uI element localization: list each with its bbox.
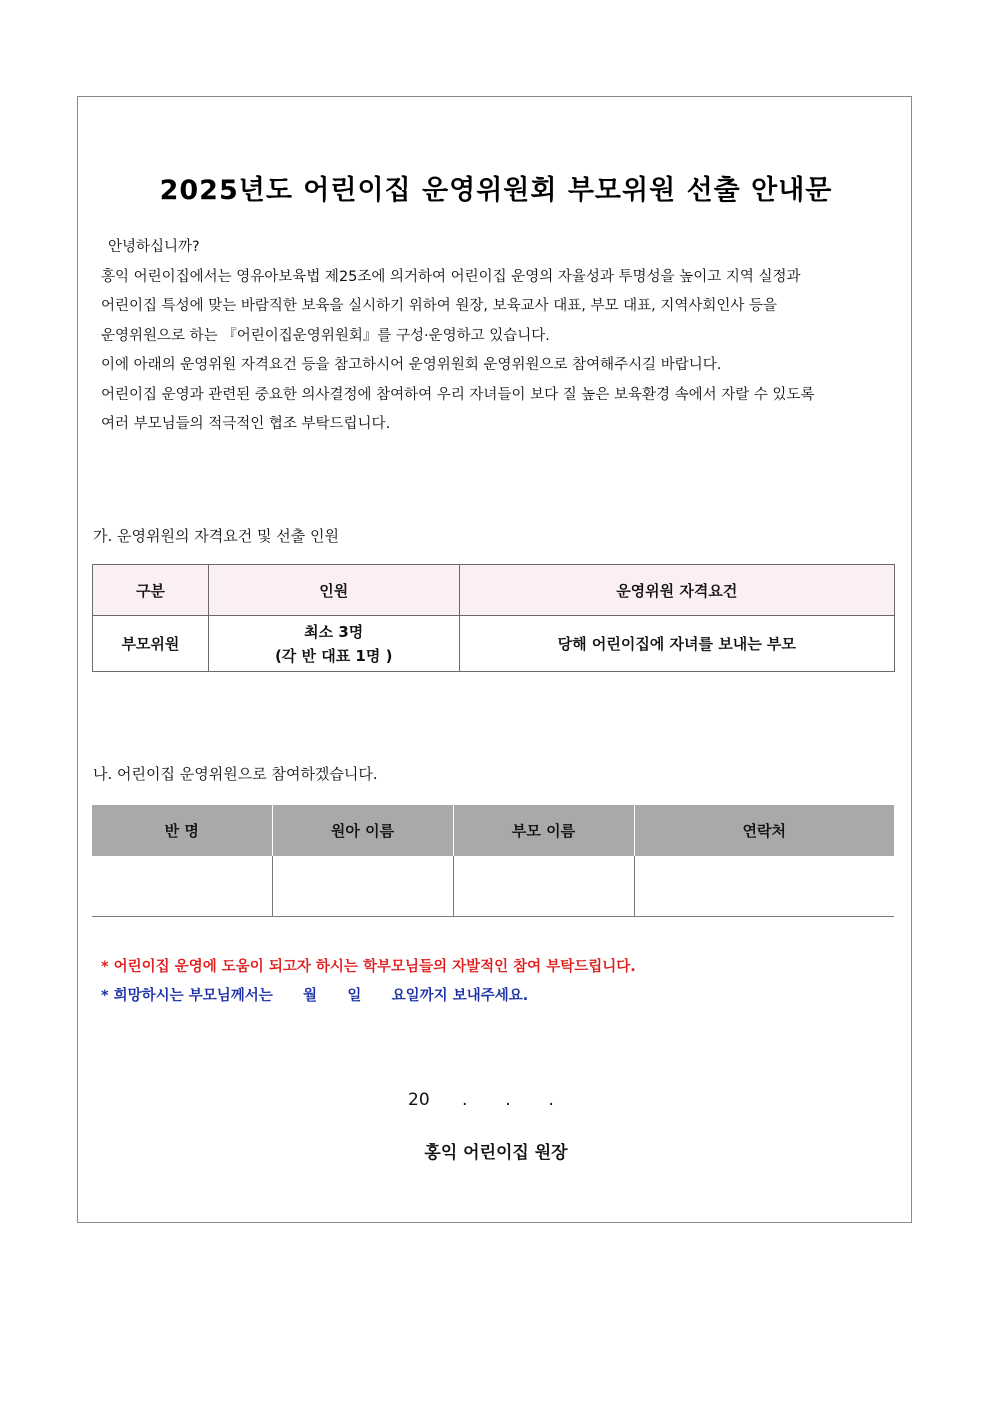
intro-paragraph xyxy=(101,233,901,440)
header-class-name: 반 명 xyxy=(92,805,272,856)
cell-category: 부모위원 xyxy=(93,616,209,672)
table-row xyxy=(93,616,895,672)
section-a-heading: 가. 운영위원의 자격요건 및 선출 인원 xyxy=(93,527,339,545)
input-cell-child-name[interactable] xyxy=(272,856,453,917)
table-header-row xyxy=(92,805,894,856)
application-table xyxy=(92,805,894,917)
date-line: 20 . . . xyxy=(408,1090,554,1110)
cell-count xyxy=(208,616,459,672)
section-b-heading: 나. 어린이집 운영위원으로 참여하겠습니다. xyxy=(93,765,378,783)
note-deadline: * 희망하시는 부모님께서는 월 일 요일까지 보내주세요. xyxy=(101,988,529,1004)
table-header-row xyxy=(93,565,895,616)
header-count: 인원 xyxy=(208,565,459,616)
input-cell-parent-name[interactable] xyxy=(453,856,634,917)
qualification-table xyxy=(92,564,895,672)
header-requirement: 운영위원 자격요건 xyxy=(459,565,894,616)
intro-line: 운영위원으로 하는 『어린이집운영위원회』를 구성·운영하고 있습니다. xyxy=(101,327,550,344)
input-cell-contact[interactable] xyxy=(634,856,894,917)
signer: 홍익 어린이집 원장 xyxy=(424,1143,568,1163)
table-row xyxy=(92,856,894,917)
intro-line: 이에 아래의 운영위원 자격요건 등을 참고하시어 운영위원회 운영위원으로 참여해주시길 바랍니다. xyxy=(101,357,722,373)
intro-line: 어린이집 운영과 관련된 중요한 의사결정에 참여하여 우리 자녀들이 보다 질 높은 보육환경 속에서 자랄 수 있도록 xyxy=(101,386,815,403)
intro-line: 어린이집 특성에 맞는 바람직한 보육을 실시하기 위하여 원장, 보육교사 대표, 부모 대표, 지역사회인사 등을 xyxy=(101,298,778,314)
header-category: 구분 xyxy=(93,565,209,616)
page-title: 2025년도 어린이집 운영위원회 부모위원 선출 안내문 xyxy=(159,175,833,206)
header-parent-name: 부모 이름 xyxy=(453,805,634,856)
count-line-2: (각 반 대표 1명 ) xyxy=(274,646,393,665)
header-child-name: 원아 이름 xyxy=(272,805,453,856)
note-participation: * 어린이집 운영에 도움이 되고자 하시는 학부모님들의 자발적인 참여 부탁드립니다. xyxy=(101,959,636,975)
input-cell-class-name[interactable] xyxy=(92,856,272,917)
count-line-1: 최소 3명 xyxy=(304,622,364,641)
intro-line: 홍익 어린이집에서는 영유아보육법 제25조에 의거하여 어린이집 운영의 자율성과 투명성을 높이고 지역 실정과 xyxy=(101,268,801,285)
header-contact: 연락처 xyxy=(634,805,894,856)
greeting: 안녕하십니까? xyxy=(108,239,200,255)
intro-line: 여러 부모님들의 적극적인 협조 부탁드립니다. xyxy=(101,416,391,432)
cell-requirement: 당해 어린이집에 자녀를 보내는 부모 xyxy=(459,616,894,672)
